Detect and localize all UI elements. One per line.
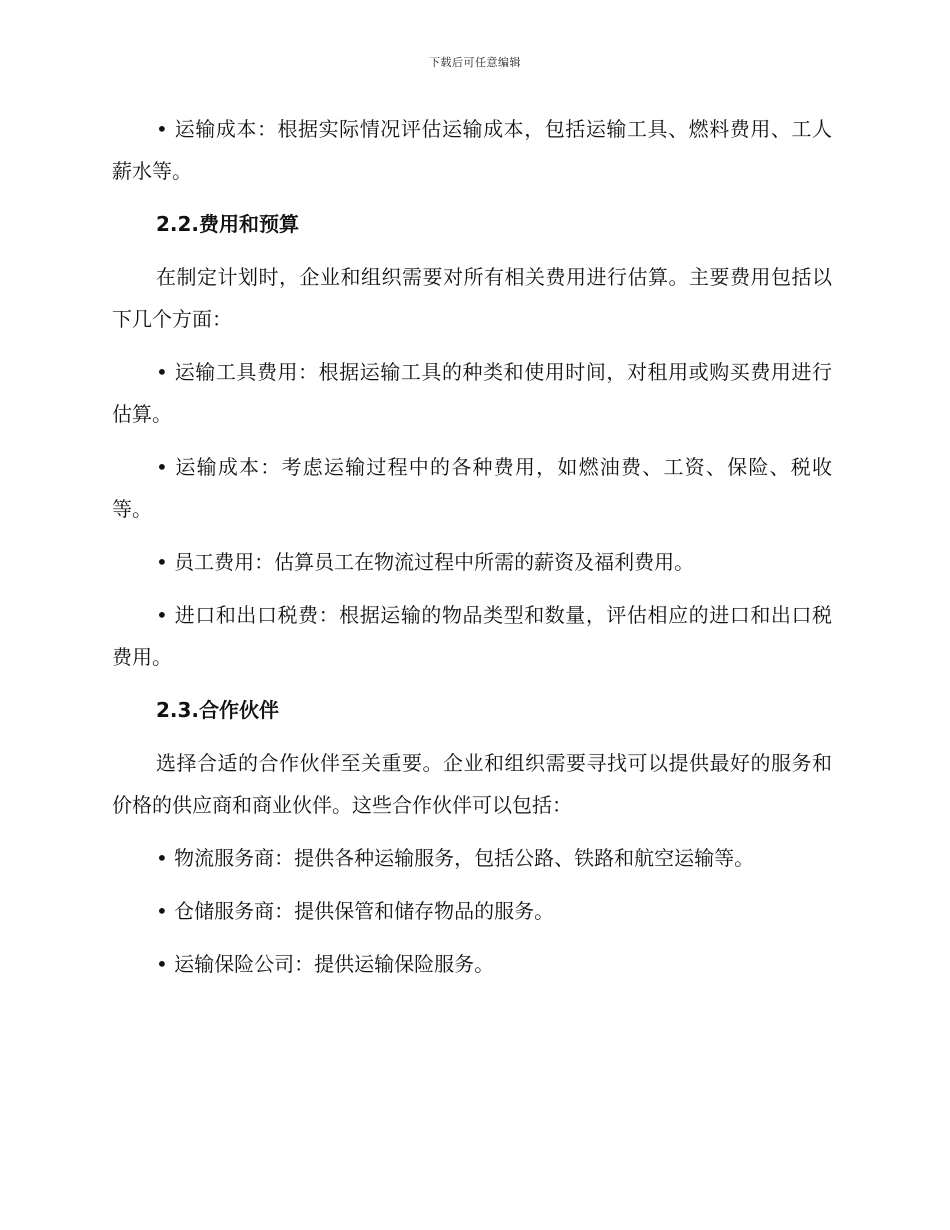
bullet-warehouse-provider: • 仓储服务商：提供保管和储存物品的服务。 bbox=[156, 899, 555, 923]
section-heading-cost-budget: 2.2.费用和预算 bbox=[156, 212, 300, 236]
bullet-insurance-company: • 运输保险公司：提供运输保险服务。 bbox=[156, 952, 495, 976]
bullet-logistics-provider: • 物流服务商：提供各种运输服务，包括公路、铁路和航空运输等。 bbox=[156, 846, 755, 870]
document-body bbox=[112, 108, 832, 996]
bullet-import-export-tax: • 进口和出口税费：根据运输的物品类型和数量，评估相应的进口和出口税费用。 bbox=[112, 603, 832, 669]
paragraph-partners-intro: 选择合适的合作伙伴至关重要。企业和组织需要寻找可以提供最好的服务和价格的供应商和商业伙伴。这些合作伙伴可以包括： bbox=[112, 751, 832, 817]
bullet-transport-cost: • 运输成本：根据实际情况评估运输成本，包括运输工具、燃料费用、工人薪水等。 bbox=[112, 117, 832, 183]
paragraph-cost-intro: 在制定计划时，企业和组织需要对所有相关费用进行估算。主要费用包括以下几个方面： bbox=[112, 265, 832, 331]
section-heading-partners: 2.3.合作伙伴 bbox=[156, 698, 280, 722]
bullet-vehicle-cost: • 运输工具费用：根据运输工具的种类和使用时间，对租用或购买费用进行估算。 bbox=[112, 360, 832, 426]
bullet-staff-cost: • 员工费用：估算员工在物流过程中所需的薪资及福利费用。 bbox=[156, 550, 695, 574]
bullet-transport-cost-detail: • 运输成本：考虑运输过程中的各种费用，如燃油费、工资、保险、税收等。 bbox=[112, 455, 832, 521]
page-header: 下载后可任意编辑 bbox=[429, 56, 521, 69]
